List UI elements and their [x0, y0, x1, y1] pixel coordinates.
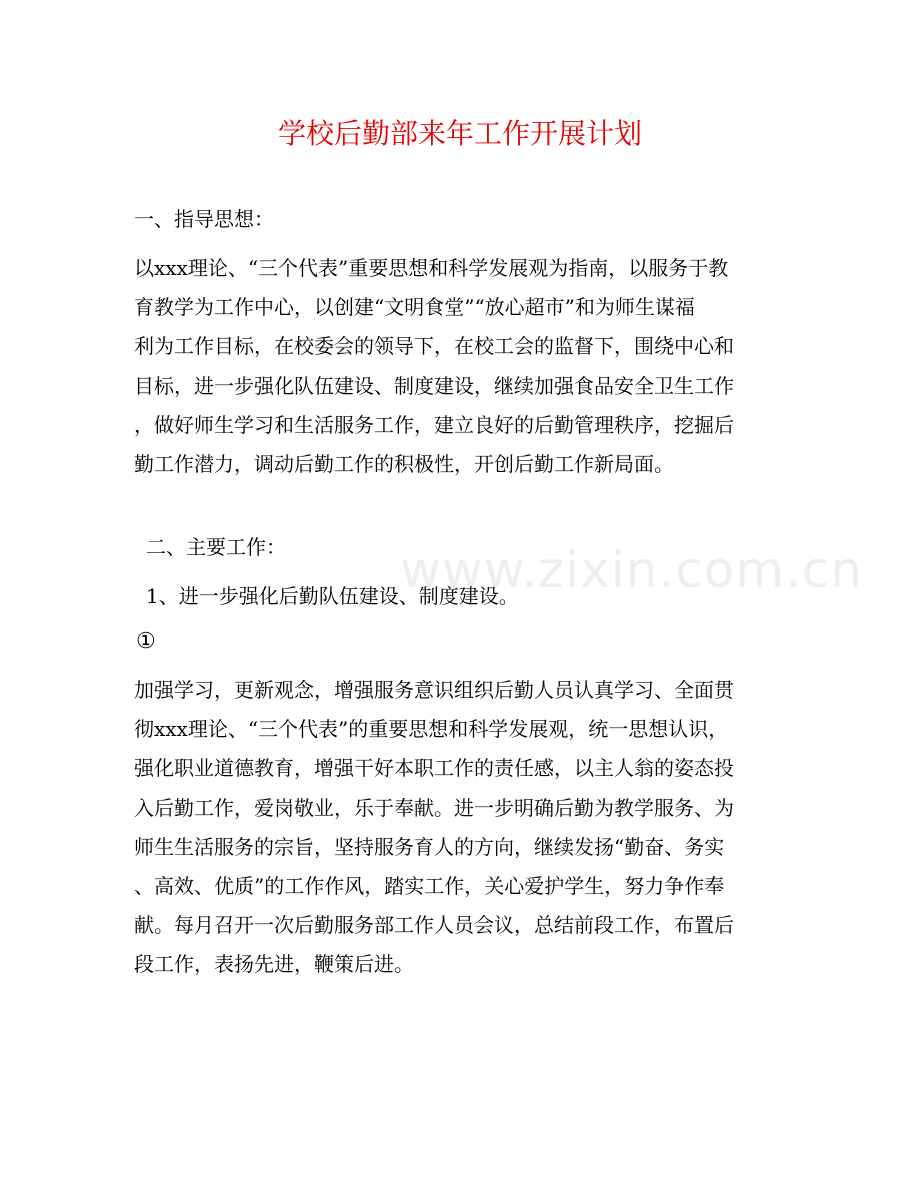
paragraph-line: 强化职业道德教育，增强干好本职工作的责任感，以主人翁的姿态投	[134, 756, 734, 781]
paragraph-line: 育教学为工作中心，以创建“文明食堂”“放心超市”和为师生谋福	[134, 295, 695, 320]
paragraph-line: 加强学习，更新观念，增强服务意识组织后勤人员认真学习、全面贯	[134, 678, 734, 702]
paragraph-line: 勤工作潜力，调动后勤工作的积极性，开创后勤工作新局面。	[134, 452, 674, 477]
paragraph-line: 师生生活服务的宗旨，坚持服务育人的方向，继续发扬“勤奋、务实	[134, 834, 725, 859]
paragraph-line: 以xxx理论、“三个代表”重要思想和科学发展观为指南，以服务于教	[134, 256, 729, 280]
paragraph-team-building	[134, 671, 794, 985]
document-title: 学校后勤部来年工作开展计划	[277, 117, 642, 150]
section-heading-main-work: 二、主要工作：	[146, 535, 286, 559]
paragraph-line: 入后勤工作，爱岗敬业，乐于奉献。进一步明确后勤为教学服务、为	[134, 795, 734, 820]
circled-number-marker: ①	[136, 629, 156, 654]
paragraph-line: ，做好师生学习和生活服务工作，建立良好的后勤管理秩序，挖掘后	[134, 412, 734, 437]
section-heading-guiding-ideology: 一、指导思想：	[134, 207, 274, 231]
paragraph-line: 、高效、优质”的工作作风，踏实工作，关心爱护学生，努力争作奉	[134, 874, 725, 899]
paragraph-line: 段工作，表扬先进，鞭策后进。	[134, 952, 414, 977]
watermark: www.zixin.com.cn	[400, 541, 864, 599]
paragraph-line: 献。每月召开一次后勤服务部工作人员会议，总结前段工作，布置后	[134, 913, 734, 938]
paragraph-line: 彻xxx理论、“三个代表”的重要思想和科学发展观，统一思想认识，	[134, 717, 729, 742]
paragraph-line: 利为工作目标，在校委会的领导下，在校工会的监督下，围绕中心和	[134, 334, 734, 359]
paragraph-line: 目标，进一步强化队伍建设、制度建设，继续加强食品安全卫生工作	[134, 373, 734, 398]
subsection-heading-team-building: 1、进一步强化后勤队伍建设、制度建设。	[146, 584, 519, 608]
paragraph-guiding-ideology	[134, 249, 794, 484]
